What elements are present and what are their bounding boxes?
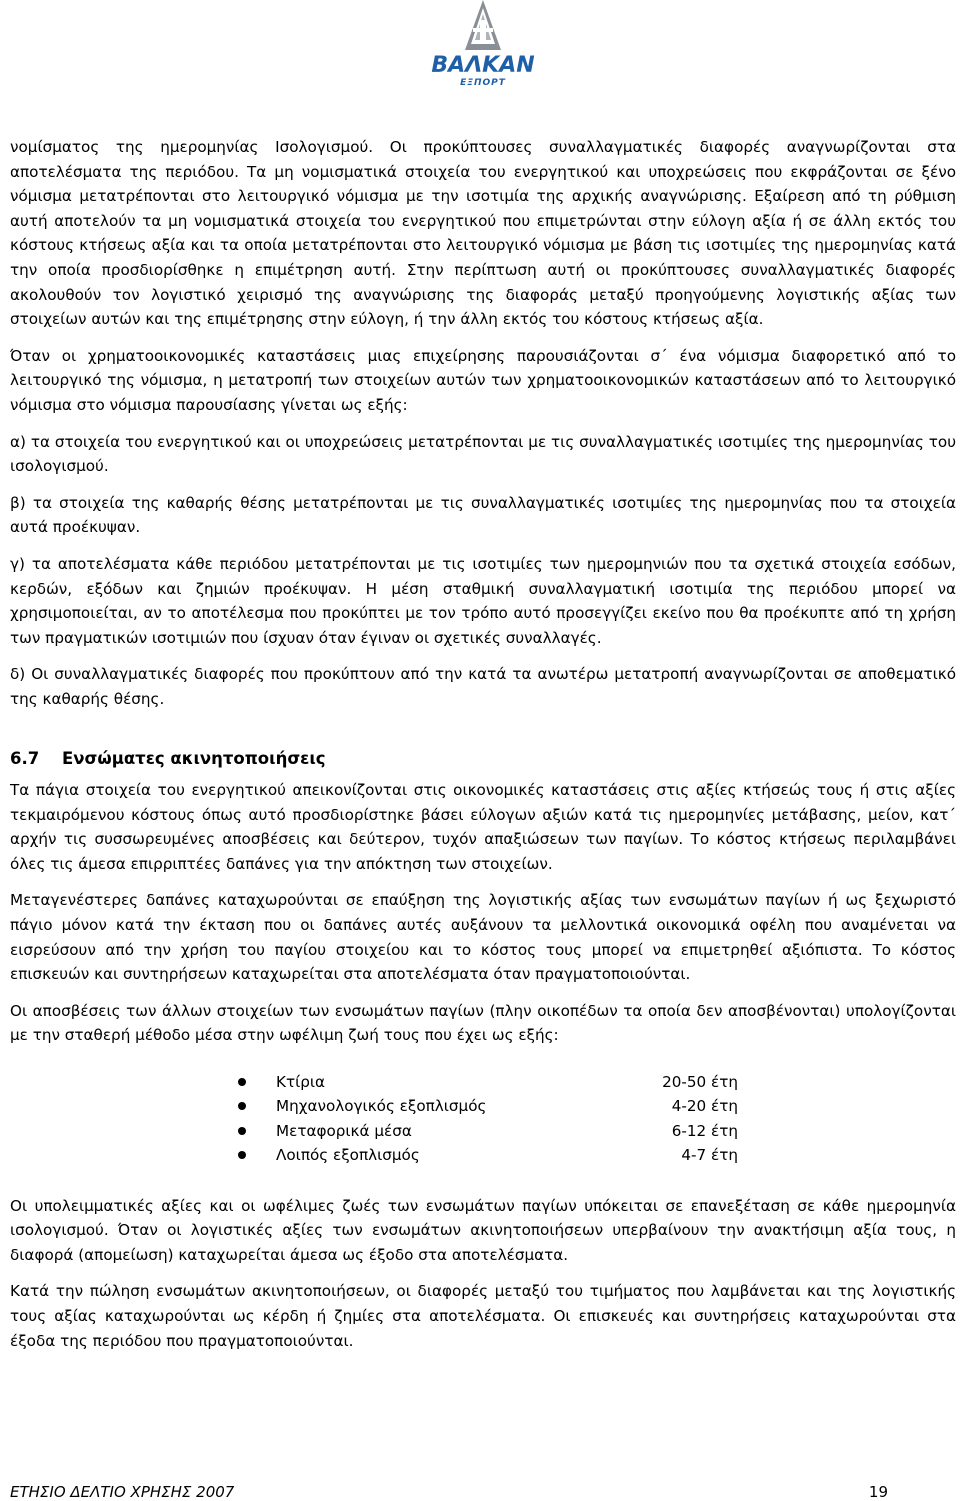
list-item: [10, 1070, 956, 1094]
footer-title: ΕΤΗΣΙΟ ΔΕΛΤΙΟ ΧΡΗΣΗΣ 2007: [10, 1483, 235, 1501]
paragraph-item-c: γ) τα αποτελέσματα κάθε περιόδου μετατρέπονται με τις ισοτιμίες των ημερομηνιών που τα σχετικά στοιχεία εσόδων, κερδών, εξόδων και ζημιών προέκυψαν. Η μέση σταθμική συναλλαγματική ισοτιμία της περιόδου μπορεί να χρησιμοποιείται, αν το αποτέλεσμα που προκύπτει με τον τρόπο αυτό προσεγγίζει εκείνο που θα προέκυπτε από τη χρήση των πραγματικών ισοτιμιών που ίσχυαν όταν έγιναν οι σχετικές συναλλαγές.: [10, 554, 956, 647]
bullet-icon: [238, 1151, 246, 1159]
asset-name: Μεταφορικά μέσα: [276, 1121, 412, 1140]
paragraph-subsequent-costs: Μεταγενέστερες δαπάνες καταχωρούνται σε επαύξηση της λογιστικής αξίας των ενσωμάτων παγίων ή ως ξεχωριστό πάγιο μόνον κατά την έκταση που οι δαπάνες αυτές αυξάνουν τα μελλοντικά οικονομικά οφέλη που αναμένεται να εισρεύσουν από την χρήση του παγίου στοιχείου και το κόστος τους μπορεί να επιμετρηθεί αξιόπιστα. Το κόστος επισκευών και συντηρήσεων καταχωρείται στα αποτελέσματα όταν πραγματοποιούνται.: [10, 891, 956, 984]
logo-subtitle: ΕΞΠΟΡΤ: [460, 78, 506, 88]
bullet-icon: [238, 1078, 246, 1086]
list-item: [10, 1143, 956, 1167]
page-footer: [10, 1483, 888, 1501]
asset-name: Λοιπός εξοπλισμός: [276, 1146, 420, 1165]
logo-name: ΒΑΛΚΑΝ: [431, 53, 535, 78]
list-item: [10, 1119, 956, 1143]
useful-life-list: [10, 1070, 956, 1168]
asset-useful-life: 4-20 έτη: [671, 1097, 738, 1116]
paragraph-item-a: α) τα στοιχεία του ενεργητικού και οι υποχρεώσεις μετατρέπονται με τις συναλλαγματικές ισοτιμίες της ημερομηνίας του ισολογισμού.: [10, 432, 956, 476]
asset-useful-life: 6-12 έτη: [671, 1121, 738, 1140]
paragraph-item-b: β) τα στοιχεία της καθαρής θέσης μετατρέπονται με τις συναλλαγματικές ισοτιμίες της ημερομηνίας που τα στοιχεία αυτά προέκυψαν.: [10, 493, 956, 537]
section-number: 6.7: [10, 749, 40, 769]
asset-useful-life: 4-7 έτη: [681, 1146, 738, 1165]
paragraph-fixed-assets: Τα πάγια στοιχεία του ενεργητικού απεικονίζονται στις οικονομικές καταστάσεις στις αξίες κτήσεώς τους ή στις αξίες τεκμαιρόμενου κόστους όπως αυτό προσδιορίστηκε βάσει εύλογων αξιών κατά τις ημερομηνίες μετάβασης, μείον, κατ΄ αρχήν τις συσσωρευμένες αποσβέσεις και δεύτερον, τυχόν απαξιώσεων των παγίων. Το κόστος κτήσεως περιλαμβάνει όλες τις άμεσα επιρριπτέες δαπάνες για την απόκτηση των στοιχείων.: [10, 781, 956, 873]
paragraph-presentation-currency: Όταν οι χρηματοοικονομικές καταστάσεις μιας επιχείρησης παρουσιάζονται σ΄ ένα νόμισμα διαφορετικό από το λειτουργικό της νόμισμα, η μετατροπή των στοιχείων αυτών των χρηματοοικονομικών καταστάσεων από το λειτουργικό νόμισμα στο νόμισμα παρουσίασης γίνεται ως εξής:: [10, 346, 956, 414]
page-number: 19: [868, 1483, 888, 1501]
section-title: Ενσώματες ακινητοποιήσεις: [62, 749, 326, 769]
logo-emblem-icon: [418, 0, 548, 56]
section-heading: [10, 747, 956, 772]
paragraph-residual-values: Οι υπολειμματικές αξίες και οι ωφέλιμες ζωές των ενσωμάτων παγίων υπόκειται σε επανεξέταση σε κάθε ημερομηνία ισολογισμού. Όταν οι λογιστικές αξίες των ενσωμάτων ακινητοποιήσεων υπερβαίνουν την ανακτήσιμη αξία τους, η διαφορά (απομείωση) καταχωρείται άμεσα ως έξοδο στα αποτελέσματα.: [10, 1196, 956, 1264]
asset-name: Κτίρια: [276, 1073, 326, 1091]
asset-useful-life: 20-50 έτη: [662, 1073, 738, 1091]
paragraph-currency-translation: νομίσματος της ημερομηνίας Ισολογισμού. Οι προκύπτουσες συναλλαγματικές διαφορές αναγνωρίζονται στα αποτελέσματα της περιόδου. Τα μη νομισματικά στοιχεία του ενεργητικού και υποχρεώσεις που εκφράζονται σε ξένο νόμισμα μετατρέπονται στο λειτουργικό νόμισμα με την ισοτιμία της αρχικής αναγνώρισης. Εξαίρεση από τη ρύθμιση αυτή αποτελούν τα μη νομισματικά στοιχεία του ενεργητικού που επιμετρώνται στην εύλογη αξία ή σε άλλη εκτός του κόστους κτήσεως αξία και τα οποία μετατρέπονται στο λειτουργικό νόμισμα με βάση τις ισοτιμίες της ημερομηνίας κατά την οποία προσδιορίσθηκε η επιμέτρηση αυτή. Στην περίπτωση αυτή οι προκύπτουσες συναλλαγματικές διαφορές ακολουθούν τον λογιστικό χειρισμό της αναγνώρισης της διαφοράς μεταξύ προηγούμενης λογιστικής αξίας των στοιχείων αυτών και της επιμέτρησης στην εύλογη, ή την άλλη εκτός του κόστους κτήσεως αξία.: [10, 138, 956, 329]
company-logo: [418, 0, 548, 96]
paragraph-depreciation: Οι αποσβέσεις των άλλων στοιχείων των ενσωμάτων παγίων (πλην οικοπέδων τα οποία δεν αποσβένονται) υπολογίζονται με την σταθερή μέθοδο μέσα στην ωφέλιμη ζωή τους που έχει ως εξής:: [10, 1001, 956, 1045]
paragraph-item-d: δ) Οι συναλλαγματικές διαφορές που προκύπτουν από την κατά τα ανωτέρω μετατροπή αναγνωρίζονται σε αποθεματικό της καθαρής θέσης.: [10, 665, 956, 708]
asset-name: Μηχανολογικός εξοπλισμός: [276, 1097, 487, 1116]
list-item: [10, 1094, 956, 1118]
bullet-icon: [238, 1127, 246, 1135]
paragraph-disposals: Κατά την πώληση ενσωμάτων ακινητοποιήσεων, οι διαφορές μεταξύ του τιμήματος που λαμβάνεται και της λογιστικής τους αξίας καταχωρούνται ως κέρδη ή ζημίες στα αποτελέσματα. Οι επισκευές και συντηρήσεις καταχωρούνται στα έξοδα της περιόδου που πραγματοποιούνται.: [10, 1282, 956, 1350]
document-body: [10, 135, 956, 1353]
bullet-icon: [238, 1102, 246, 1110]
